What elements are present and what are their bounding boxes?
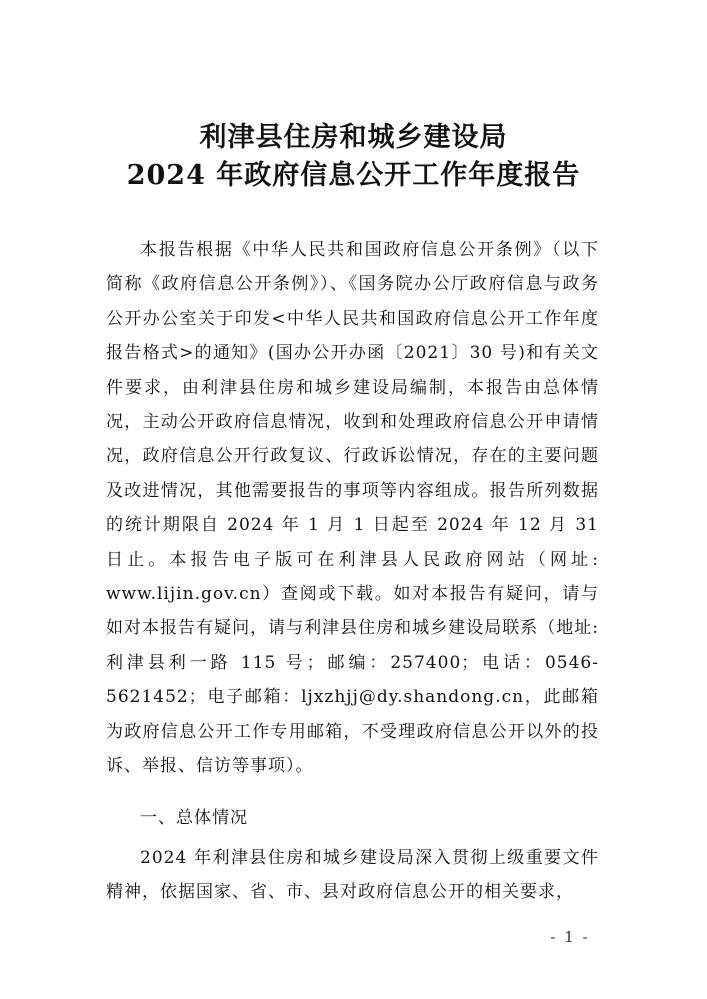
document-title-line1: 利津县住房和城乡建设局 (199, 122, 508, 153)
page-number: - 1 - (550, 928, 590, 946)
document-title-line2: 2024 年政府信息公开工作年度报告 (126, 160, 581, 191)
intro-paragraph: 本报告根据《中华人民共和国政府信息公开条例》（以下简称《政府信息公开条例》）、《国务院办公厅政府信息与政务公开办公室关于印发<中华人民共和国政府信息公开工作年度报告格式>的通知》(国办公开办函〔2021〕30 号)和有关文件要求，由利津县住房和城乡建设局编制，本报告由总体情况，主动公开政府信息情况，收到和处理政府信息公开申请情况，政府信息公开行政复议、行政诉讼情况，存在的主要问题及改进情况，其他需要报告的事项等内容组成。报告所列数据的统计期限自 2024 年 1 月 1 日起至 2024 年 12 月 31 日止。本报告电子版可在利津县人民政府网站（网址: www.lijin.gov.cn）查阅或下载。如对本报告有疑问，请与如对本报告有疑问，请与利津县住房和城乡建设局联系（地址: 利津县利一路 115 号；邮编：257400；电话：0546-5621452；电子邮箱：ljxzhjj@dy.shandong.cn，此邮箱为政府信息公开工作专用邮箱，不受理政府信息公开以外的投诉、举报、信访等事项）。 (106, 240, 599, 777)
section-heading-overview: 一、总体情况 (140, 808, 248, 828)
overview-paragraph: 2024 年利津县住房和城乡建设局深入贯彻上级重要文件精神，依据国家、省、市、县对政府信息公开的相关要求， (106, 848, 599, 903)
